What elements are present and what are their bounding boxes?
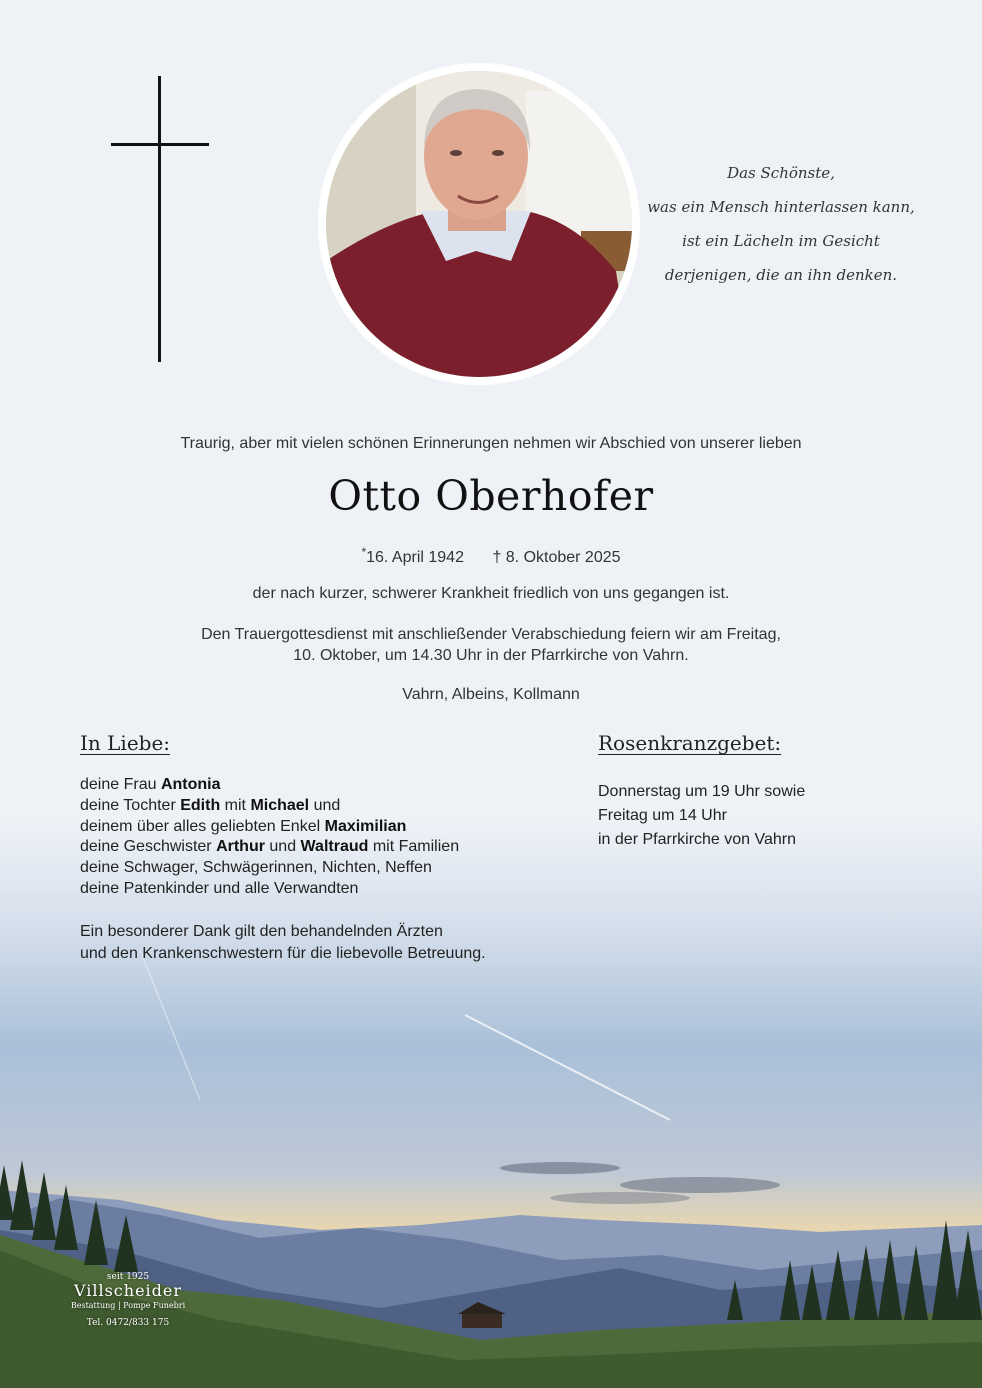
mourner-line: [80, 837, 459, 858]
logo-phone: Tel. 0472/833 175: [86, 1318, 170, 1328]
thanks-line: Ein besonderer Dank gilt den behandelnden Ärzten: [80, 923, 443, 940]
life-dates: [0, 545, 982, 567]
mourner-name: Arthur: [216, 838, 265, 856]
mourner-line: deine Schwager, Schwägerinnen, Nichten, Neffen: [80, 859, 432, 877]
intro-text: Traurig, aber mit vielen schönen Erinnerungen nehmen wir Abschied von unserer lieben: [180, 435, 802, 452]
logo-since: seit 1925: [106, 1272, 150, 1282]
mourner-text: mit: [220, 796, 251, 814]
rosary-line: in der Pfarrkirche von Vahrn: [598, 831, 797, 848]
quote-line: ist ein Lächeln im Gesicht: [682, 232, 880, 250]
love-heading: In Liebe:: [80, 731, 171, 755]
cross-icon: [158, 76, 161, 362]
mourner-name: Waltraud: [300, 838, 369, 856]
funeral-home-logo: [58, 1272, 198, 1328]
mourner-line: [80, 817, 459, 838]
cross-icon-bar: [111, 143, 209, 146]
thanks-text: [80, 921, 486, 965]
mourner-name: Michael: [250, 796, 310, 814]
quote-line: Das Schönste,: [727, 164, 835, 182]
birth-date: [361, 545, 464, 567]
mourner-text: und: [309, 796, 341, 814]
mourner-line: [80, 796, 459, 817]
passed-text: der nach kurzer, schwerer Krankheit friedlich von uns gegangen ist.: [252, 585, 730, 602]
quote-line: derjenigen, die an ihn denken.: [664, 266, 898, 284]
portrait-photo: [318, 63, 640, 385]
birth-symbol: *: [361, 545, 367, 559]
death-date: † 8. Oktober 2025: [492, 549, 621, 567]
logo-brand: Villscheider: [73, 1281, 183, 1300]
mourner-text: und: [264, 838, 301, 856]
service-line: 10. Oktober, um 14.30 Uhr in der Pfarrkirche von Vahrn.: [293, 647, 689, 664]
rosary-heading: Rosenkranzgebet:: [598, 731, 782, 755]
logo-subtitle: Bestattung | Pompe Funebri: [70, 1301, 186, 1310]
thanks-line: und den Krankenschwestern für die liebevolle Betreuung.: [80, 945, 486, 962]
places: Vahrn, Albeins, Kollmann: [402, 686, 580, 703]
birth-date-text: 16. April 1942: [366, 549, 464, 567]
deceased-name: Otto Oberhofer: [328, 472, 654, 520]
rosary-line: Freitag um 14 Uhr: [598, 807, 727, 824]
portrait-image: [326, 71, 632, 377]
mourner-text: deine Frau: [80, 776, 161, 793]
service-line: Den Trauergottesdienst mit anschließender Verabschiedung feiern wir am Freitag,: [201, 626, 781, 643]
mourner-text: deinem über alles geliebten Enkel: [80, 817, 325, 835]
mourner-text: deine Geschwister: [80, 838, 217, 856]
rosary-line: Donnerstag um 19 Uhr sowie: [598, 783, 806, 800]
service-info: [0, 624, 982, 666]
rosary-info: [598, 780, 805, 852]
mourner-name: Maximilian: [324, 817, 407, 835]
mourner-line: deine Patenkinder und alle Verwandten: [80, 879, 359, 897]
mourner-text: mit Familien: [368, 838, 460, 856]
mourner-line: [80, 775, 459, 796]
mourner-name: Edith: [180, 796, 221, 814]
memorial-quote: [640, 156, 922, 292]
mourner-name: Antonia: [160, 776, 221, 793]
quote-line: was ein Mensch hinterlassen kann,: [647, 198, 915, 216]
mourner-text: deine Tochter: [80, 796, 181, 814]
mourners-list: [80, 775, 459, 900]
